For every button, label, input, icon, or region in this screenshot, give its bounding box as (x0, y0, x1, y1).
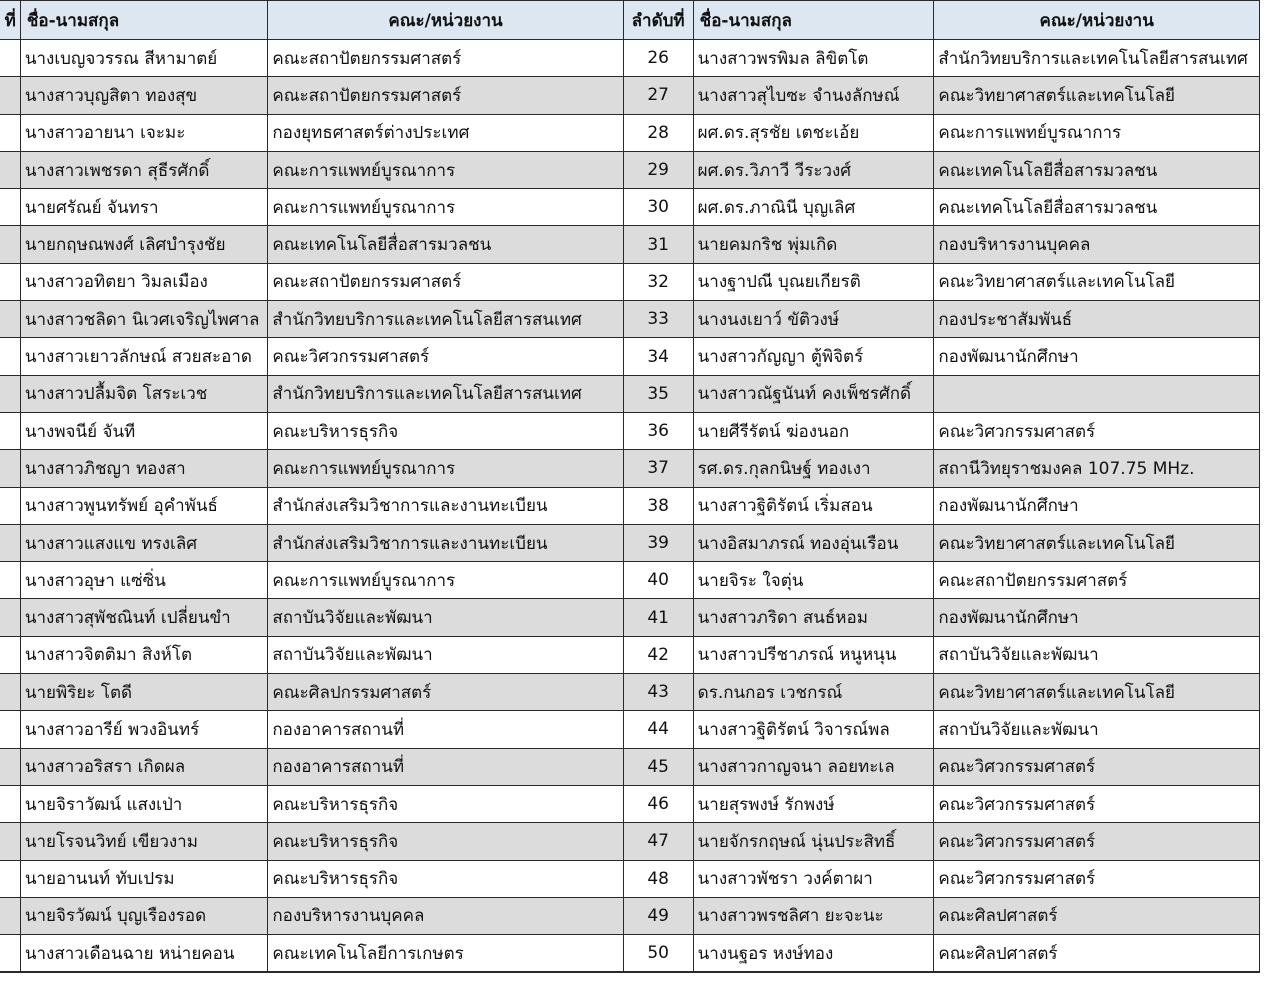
row-no-right: 49 (623, 897, 693, 934)
row-name-left: นางสาวจิตติมา สิงห์โต (20, 636, 268, 673)
row-no-right: 28 (623, 114, 693, 151)
row-name-right: นายศีรีรัตน์ ฆ่องนอก (693, 412, 934, 449)
row-name-left: นางสาวภิชญา ทองสา (20, 450, 268, 487)
row-name-left: นายจิรวัฒน์ บุญเรืองรอด (20, 897, 268, 934)
row-no-left (0, 748, 20, 785)
row-dept-right: กองพัฒนานักศึกษา (934, 487, 1260, 524)
row-no-left (0, 524, 20, 561)
table-row (0, 711, 1260, 748)
table-row (0, 375, 1260, 412)
row-name-right: นายคมกริช พุ่มเกิด (693, 226, 934, 263)
row-no-right: 36 (623, 412, 693, 449)
row-dept-right: คณะสถาปัตยกรรมศาสตร์ (934, 562, 1260, 599)
row-dept-left: คณะสถาปัตยกรรมศาสตร์ (268, 77, 623, 114)
row-dept-right: คณะวิศวกรรมศาสตร์ (934, 748, 1260, 785)
row-dept-right (934, 375, 1260, 412)
row-name-left: นายอานนท์ ทับเปรม (20, 860, 268, 897)
row-no-left (0, 860, 20, 897)
row-dept-right: คณะวิทยาศาสตร์และเทคโนโลยี (934, 674, 1260, 711)
row-name-right: ผศ.ดร.วิภาวี วีระวงศ์ (693, 151, 934, 188)
table-row (0, 40, 1260, 77)
row-dept-left: สถาบันวิจัยและพัฒนา (268, 636, 623, 673)
row-name-right: นางสาวฐิติรัตน์ เริ่มสอน (693, 487, 934, 524)
row-dept-right: คณะวิศวกรรมศาสตร์ (934, 860, 1260, 897)
row-name-left: นางเบญจวรรณ สีหามาตย์ (20, 40, 268, 77)
row-dept-right: คณะวิศวกรรมศาสตร์ (934, 823, 1260, 860)
row-no-right: 41 (623, 599, 693, 636)
row-name-left: นายศรัณย์ จันทรา (20, 189, 268, 226)
row-dept-left: คณะวิศวกรรมศาสตร์ (268, 338, 623, 375)
row-name-right: นายสุรพงษ์ รักพงษ์ (693, 785, 934, 822)
row-name-left: นางพจนีย์ จันที (20, 412, 268, 449)
table-row (0, 562, 1260, 599)
row-name-left: นางสาวเดือนฉาย หน่ายคอน (20, 935, 268, 973)
row-name-left: นายกฤษณพงศ์ เลิศบำรุงชัย (20, 226, 268, 263)
table-row (0, 935, 1260, 973)
row-no-right: 38 (623, 487, 693, 524)
table-row (0, 897, 1260, 934)
row-dept-left: คณะเทคโนโลยีสื่อสารมวลชน (268, 226, 623, 263)
row-name-right: นายจักรกฤษณ์ นุ่นประสิทธิ์ (693, 823, 934, 860)
row-name-right: นางสาวฐิติรัตน์ วิจารณ์พล (693, 711, 934, 748)
row-no-left (0, 897, 20, 934)
table-row (0, 674, 1260, 711)
row-no-right: 34 (623, 338, 693, 375)
row-no-left (0, 599, 20, 636)
row-dept-right: คณะวิทยาศาสตร์และเทคโนโลยี (934, 524, 1260, 561)
row-name-right: ผศ.ดร.ภาณินี บุญเลิศ (693, 189, 934, 226)
row-no-left (0, 375, 20, 412)
row-dept-left: สำนักส่งเสริมวิชาการและงานทะเบียน (268, 487, 623, 524)
row-name-left: นางสาวชลิดา นิเวศเจริญไพศาล (20, 301, 268, 338)
row-dept-left: กองยุทธศาสตร์ต่างประเทศ (268, 114, 623, 151)
table-row (0, 338, 1260, 375)
row-dept-right: คณะวิศวกรรมศาสตร์ (934, 412, 1260, 449)
row-dept-left: กองอาคารสถานที่ (268, 748, 623, 785)
row-dept-left: คณะบริหารธุรกิจ (268, 785, 623, 822)
row-no-right: 26 (623, 40, 693, 77)
table-row (0, 226, 1260, 263)
row-dept-right: คณะเทคโนโลยีสื่อสารมวลชน (934, 189, 1260, 226)
row-no-left (0, 487, 20, 524)
row-no-left (0, 151, 20, 188)
table-row (0, 524, 1260, 561)
row-no-right: 31 (623, 226, 693, 263)
row-dept-right: สถาบันวิจัยและพัฒนา (934, 636, 1260, 673)
row-name-right: นายจิระ ใจตุ่น (693, 562, 934, 599)
table-row (0, 450, 1260, 487)
row-dept-right: คณะวิทยาศาสตร์และเทคโนโลยี (934, 263, 1260, 300)
row-name-left: นางสาวอายนา เจะมะ (20, 114, 268, 151)
row-no-right: 43 (623, 674, 693, 711)
row-dept-right: คณะวิทยาศาสตร์และเทคโนโลยี (934, 77, 1260, 114)
row-name-right: นางนงเยาว์ ขัติวงษ์ (693, 301, 934, 338)
row-no-right: 30 (623, 189, 693, 226)
row-no-left (0, 226, 20, 263)
row-dept-left: คณะเทคโนโลยีการเกษตร (268, 935, 623, 973)
row-dept-left: คณะการแพทย์บูรณาการ (268, 151, 623, 188)
row-name-left: นางสาวอารีย์ พวงอินทร์ (20, 711, 268, 748)
row-name-left: นางสาวอทิตยา วิมลเมือง (20, 263, 268, 300)
table-row (0, 748, 1260, 785)
row-no-right: 42 (623, 636, 693, 673)
row-no-left (0, 114, 20, 151)
row-dept-left: คณะสถาปัตยกรรมศาสตร์ (268, 40, 623, 77)
row-name-left: นางสาวอริสรา เกิดผล (20, 748, 268, 785)
row-no-right: 29 (623, 151, 693, 188)
row-no-left (0, 263, 20, 300)
row-name-right: นางสาวพัชรา วงค์ตาผา (693, 860, 934, 897)
row-dept-left: คณะบริหารธุรกิจ (268, 412, 623, 449)
row-name-left: นายจิราวัฒน์ แสงเป่า (20, 785, 268, 822)
row-dept-right: สำนักวิทยบริการและเทคโนโลยีสารสนเทศ (934, 40, 1260, 77)
row-no-left (0, 77, 20, 114)
row-name-right: นางอิสมาภรณ์ ทองอุ่นเรือน (693, 524, 934, 561)
header-row (0, 1, 1260, 40)
row-no-left (0, 562, 20, 599)
row-no-left (0, 450, 20, 487)
row-no-left (0, 338, 20, 375)
row-no-left (0, 785, 20, 822)
header-no-right: ลำดับที่ (623, 1, 693, 40)
row-dept-right: กองพัฒนานักศึกษา (934, 599, 1260, 636)
row-name-right: นางสาวปรีชาภรณ์ หนูหนุน (693, 636, 934, 673)
row-dept-right: สถาบันวิจัยและพัฒนา (934, 711, 1260, 748)
row-no-right: 39 (623, 524, 693, 561)
row-dept-right: กองพัฒนานักศึกษา (934, 338, 1260, 375)
row-dept-right: คณะวิศวกรรมศาสตร์ (934, 785, 1260, 822)
row-no-right: 32 (623, 263, 693, 300)
row-no-left (0, 40, 20, 77)
header-no-left: ที่ (0, 1, 20, 40)
row-name-left: นางสาวอุษา แซ่ซิ่น (20, 562, 268, 599)
table-row (0, 189, 1260, 226)
row-no-right: 37 (623, 450, 693, 487)
row-name-right: นางสาวกาญจนา ลอยทะเล (693, 748, 934, 785)
row-name-left: นายโรจนวิทย์ เขียวงาม (20, 823, 268, 860)
row-dept-right: คณะศิลปศาสตร์ (934, 897, 1260, 934)
row-dept-right: คณะศิลปศาสตร์ (934, 935, 1260, 973)
row-name-left: นางสาวพูนทรัพย์ อุคำพันธ์ (20, 487, 268, 524)
row-dept-right: กองประชาสัมพันธ์ (934, 301, 1260, 338)
row-name-right: นางสาวสุไบซะ จำนงลักษณ์ (693, 77, 934, 114)
table-row (0, 636, 1260, 673)
row-name-right: ผศ.ดร.สุรชัย เตชะเอ้ย (693, 114, 934, 151)
row-name-right: นางสาวพรพิมล ลิขิตโต (693, 40, 934, 77)
table-row (0, 263, 1260, 300)
row-name-left: นายพิริยะ โตดี (20, 674, 268, 711)
row-no-right: 33 (623, 301, 693, 338)
row-name-right: รศ.ดร.กุลกนิษฐ์ ทองเงา (693, 450, 934, 487)
row-name-right: ดร.กนกอร เวชกรณ์ (693, 674, 934, 711)
row-no-left (0, 823, 20, 860)
row-dept-right: คณะเทคโนโลยีสื่อสารมวลชน (934, 151, 1260, 188)
row-dept-left: สำนักส่งเสริมวิชาการและงานทะเบียน (268, 524, 623, 561)
row-no-left (0, 189, 20, 226)
row-no-right: 40 (623, 562, 693, 599)
table-row (0, 412, 1260, 449)
row-no-left (0, 711, 20, 748)
row-name-left: นางสาวเยาวลักษณ์ สวยสะอาด (20, 338, 268, 375)
row-dept-left: คณะสถาปัตยกรรมศาสตร์ (268, 263, 623, 300)
row-name-right: นางฐาปณี บุณยเกียรติ (693, 263, 934, 300)
row-name-right: นางนฐอร หงษ์ทอง (693, 935, 934, 973)
row-no-right: 45 (623, 748, 693, 785)
row-dept-left: กองบริหารงานบุคคล (268, 897, 623, 934)
row-name-right: นางสาวณัฐนันท์ คงเพ็ชรศักดิ์ (693, 375, 934, 412)
row-dept-left: คณะบริหารธุรกิจ (268, 823, 623, 860)
row-name-left: นางสาวแสงแข ทรงเลิศ (20, 524, 268, 561)
row-no-right: 35 (623, 375, 693, 412)
row-name-right: นางสาวพรชลิศา ยะจะนะ (693, 897, 934, 934)
row-name-right: นางสาวกัญญา ตู้พิจิตร์ (693, 338, 934, 375)
table-row (0, 301, 1260, 338)
row-name-right: นางสาวภริดา สนธ์หอม (693, 599, 934, 636)
header-name-right: ชื่อ-นามสกุล (693, 1, 934, 40)
row-name-left: นางสาวบุญสิตา ทองสุข (20, 77, 268, 114)
row-no-right: 46 (623, 785, 693, 822)
row-no-left (0, 674, 20, 711)
row-no-right: 44 (623, 711, 693, 748)
row-dept-left: คณะการแพทย์บูรณาการ (268, 189, 623, 226)
row-name-left: นางสาวสุพัชณินท์ เปลี่ยนขำ (20, 599, 268, 636)
row-dept-left: สำนักวิทยบริการและเทคโนโลยีสารสนเทศ (268, 375, 623, 412)
row-dept-left: สำนักวิทยบริการและเทคโนโลยีสารสนเทศ (268, 301, 623, 338)
row-dept-left: สถาบันวิจัยและพัฒนา (268, 599, 623, 636)
header-dept-left: คณะ/หน่วยงาน (268, 1, 623, 40)
table-row (0, 823, 1260, 860)
row-dept-left: กองอาคารสถานที่ (268, 711, 623, 748)
row-dept-right: สถานีวิทยุราชมงคล 107.75 MHz. (934, 450, 1260, 487)
table-row (0, 599, 1260, 636)
row-no-left (0, 935, 20, 973)
row-dept-right: กองบริหารงานบุคคล (934, 226, 1260, 263)
table-row (0, 77, 1260, 114)
table-row (0, 151, 1260, 188)
row-no-right: 27 (623, 77, 693, 114)
row-no-right: 50 (623, 935, 693, 973)
row-dept-left: คณะการแพทย์บูรณาการ (268, 562, 623, 599)
row-no-left (0, 301, 20, 338)
row-dept-right: คณะการแพทย์บูรณาการ (934, 114, 1260, 151)
table-row (0, 487, 1260, 524)
row-name-left: นางสาวปลื้มจิต โสระเวช (20, 375, 268, 412)
table-row (0, 785, 1260, 822)
row-no-left (0, 412, 20, 449)
row-name-left: นางสาวเพชรดา สุธีรศักดิ์ (20, 151, 268, 188)
row-no-right: 47 (623, 823, 693, 860)
row-dept-left: คณะการแพทย์บูรณาการ (268, 450, 623, 487)
row-no-left (0, 636, 20, 673)
row-dept-left: คณะศิลปกรรมศาสตร์ (268, 674, 623, 711)
table-row (0, 114, 1260, 151)
row-no-right: 48 (623, 860, 693, 897)
table-row (0, 860, 1260, 897)
row-dept-left: คณะบริหารธุรกิจ (268, 860, 623, 897)
header-dept-right: คณะ/หน่วยงาน (934, 1, 1260, 40)
header-name-left: ชื่อ-นามสกุล (20, 1, 268, 40)
